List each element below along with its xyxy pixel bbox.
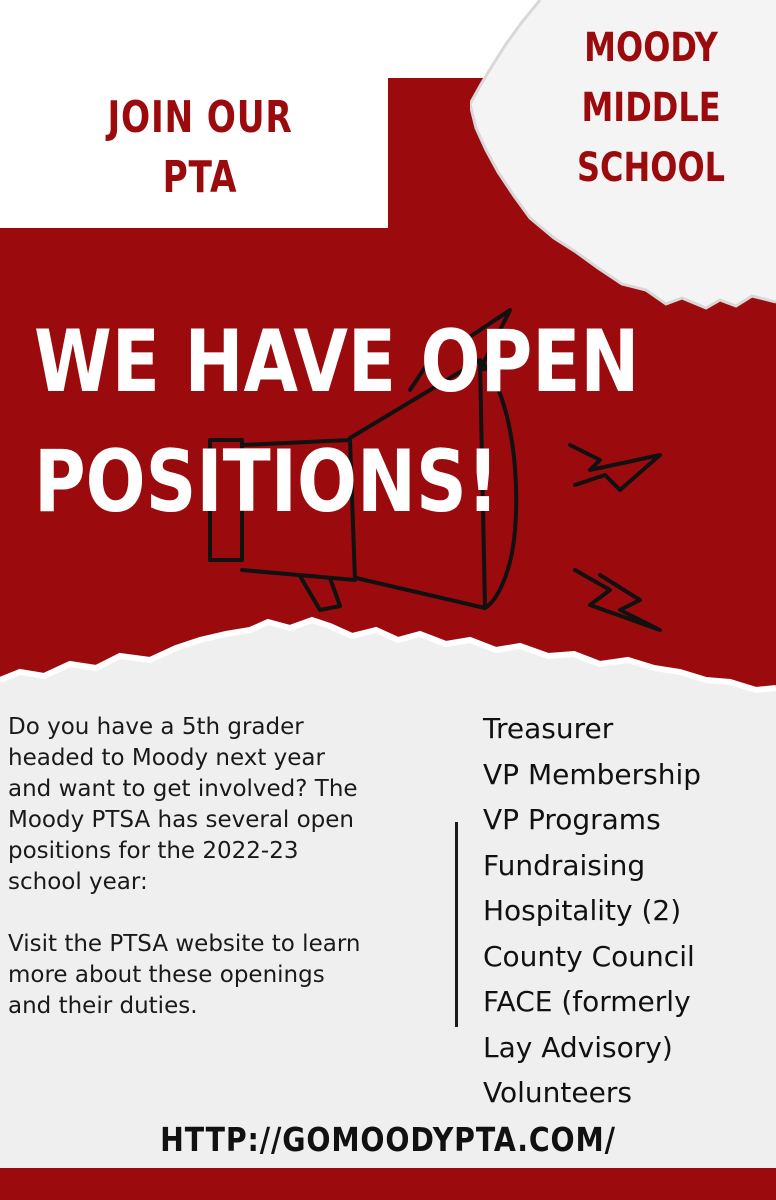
intro-line: Do you have a 5th grader xyxy=(8,714,304,740)
join-line-1: JOIN OUR xyxy=(107,92,293,143)
position-item: Volunteers xyxy=(483,1076,632,1109)
visit-line: more about these openings xyxy=(8,962,325,988)
headline-line-2: POSITIONS! xyxy=(34,432,499,532)
position-item: Treasurer xyxy=(483,712,614,745)
position-item: Hospitality (2) xyxy=(483,894,682,927)
positions-list xyxy=(483,706,773,1116)
school-name xyxy=(575,18,727,198)
intro-line: positions for the 2022-23 xyxy=(8,838,299,864)
join-box xyxy=(0,78,388,228)
position-item: VP Membership xyxy=(483,757,701,791)
school-line-2: MIDDLE xyxy=(581,85,721,131)
paragraph-gap xyxy=(8,898,438,929)
bottom-red-strip xyxy=(0,1168,776,1200)
visit-line: Visit the PTSA website to learn xyxy=(8,931,361,957)
position-item: Fundraising xyxy=(483,848,646,882)
intro-line: headed to Moody next year xyxy=(8,745,325,771)
vertical-divider xyxy=(455,822,458,1027)
position-item: Lay Advisory) xyxy=(483,1030,673,1064)
visit-line: and their duties. xyxy=(8,993,198,1019)
position-item: FACE (formerly xyxy=(483,985,691,1018)
intro-line: school year: xyxy=(8,869,148,895)
join-heading xyxy=(75,88,325,208)
intro-text xyxy=(8,712,438,1022)
school-line-3: SCHOOL xyxy=(576,145,726,191)
position-item: County Council xyxy=(483,939,695,973)
headline-line-1: WE HAVE OPEN xyxy=(34,312,640,412)
position-item: VP Programs xyxy=(483,803,661,836)
join-line-2: PTA xyxy=(162,152,238,203)
school-line-1: MOODY xyxy=(584,25,718,71)
intro-line: and want to get involved? The xyxy=(8,776,358,802)
intro-line: Moody PTSA has several open xyxy=(8,807,355,833)
website-url: HTTP://GOMOODYPTA.COM/ xyxy=(160,1120,616,1159)
